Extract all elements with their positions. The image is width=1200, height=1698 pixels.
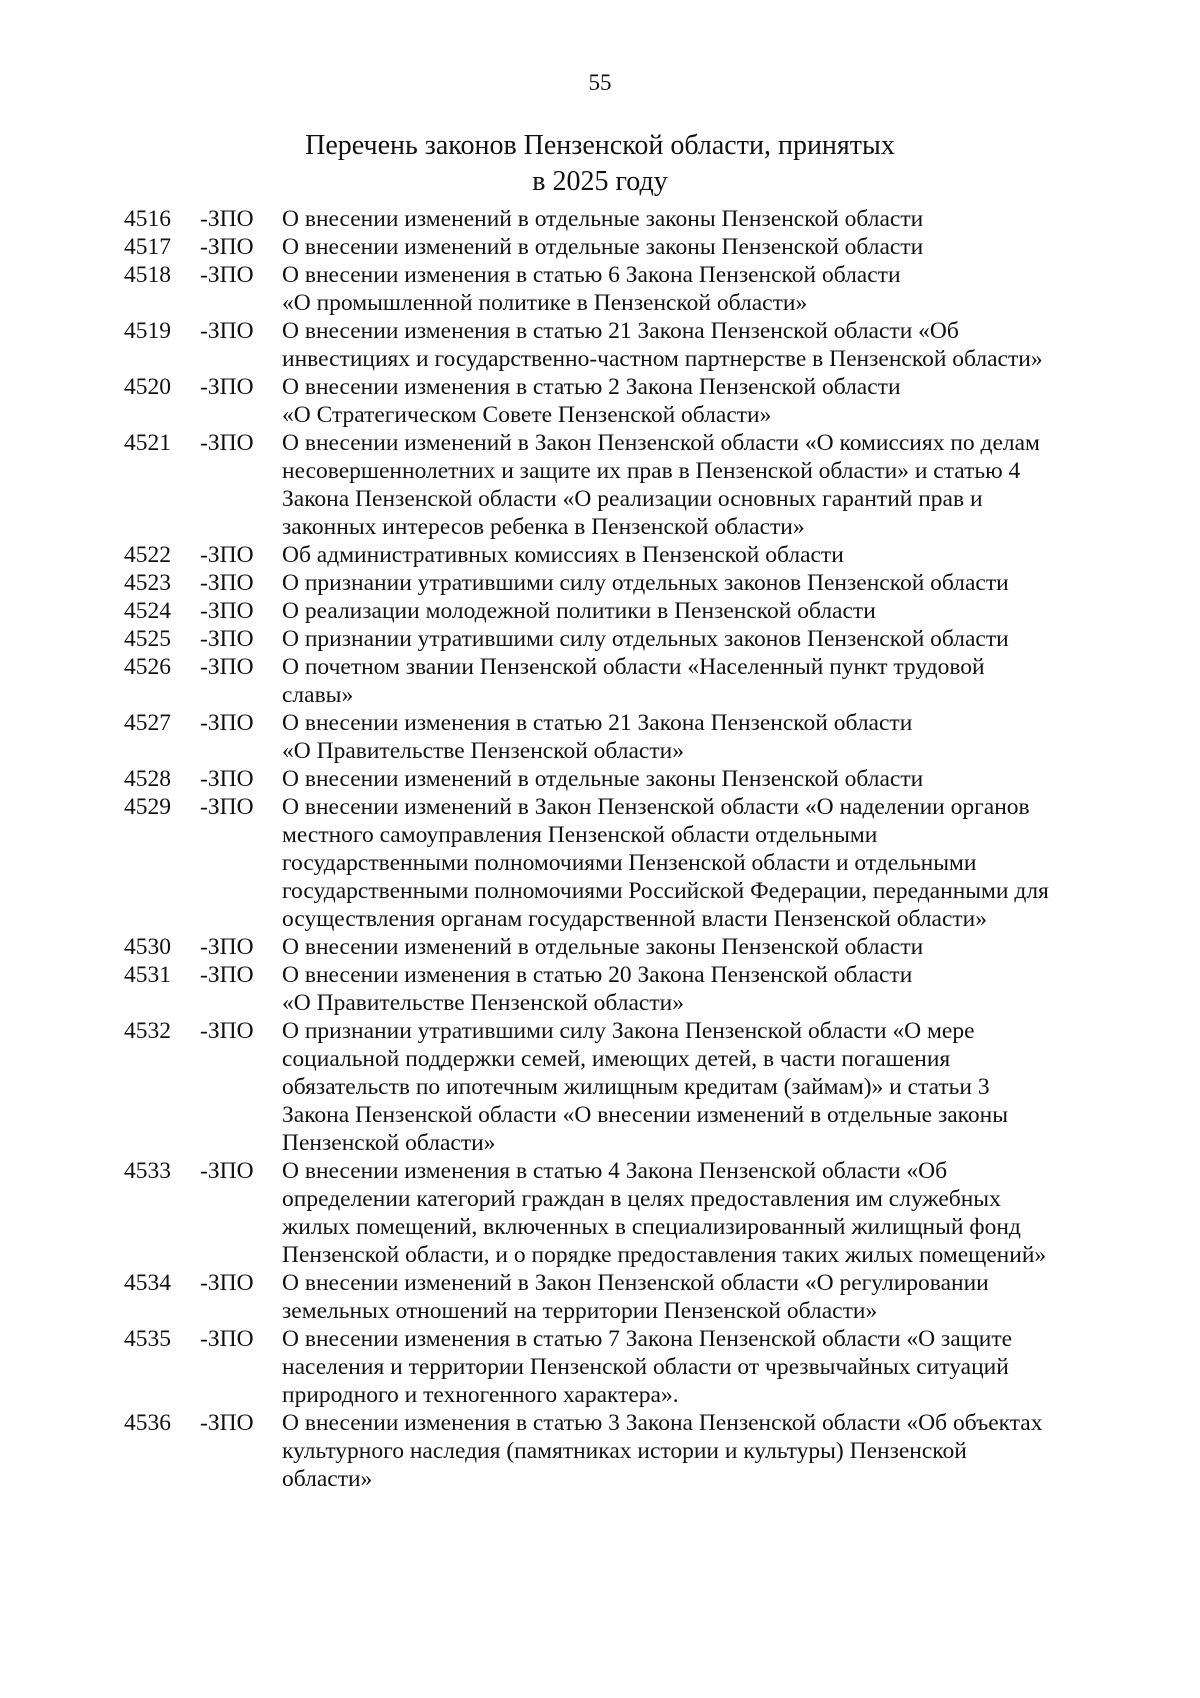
law-title [282,1017,1124,1157]
page-title-line: Перечень законов Пензенской области, принятых [305,130,895,161]
law-suffix: -ЗПО [200,1410,254,1436]
law-title-line: государственными полномочиями Российской Федерации, переданными для [282,878,1049,904]
law-row [124,597,1124,625]
law-suffix: -ЗПО [200,1158,254,1184]
law-row [124,541,1124,569]
law-number: 4520 [124,374,171,400]
law-row [124,317,1124,373]
law-row [124,1157,1124,1269]
law-number: 4529 [124,794,171,820]
law-title-line: О внесении изменения в статью 21 Закона Пензенской области «Об [282,318,959,344]
law-title-line: определении категорий граждан в целях предоставления им служебных [282,1186,1001,1212]
law-number: 4526 [124,654,171,680]
law-row [124,1409,1124,1493]
law-title-line: «О Правительстве Пензенской области» [282,990,684,1016]
law-row [124,569,1124,597]
law-row [124,653,1124,709]
law-title-line: «О Стратегическом Совете Пензенской области» [282,402,772,428]
law-title-line: О внесении изменения в статью 4 Закона Пензенской области «Об [282,1158,948,1184]
law-number: 4525 [124,626,171,652]
law-title-line: О внесении изменений в отдельные законы Пензенской области [282,934,924,960]
law-title [282,597,1124,625]
law-suffix: -ЗПО [200,542,254,568]
law-number: 4530 [124,934,171,960]
law-row [124,1325,1124,1409]
law-number: 4521 [124,430,171,456]
law-title [282,569,1124,597]
law-number: 4533 [124,1158,171,1184]
law-number: 4536 [124,1410,171,1436]
law-list [124,205,1124,1493]
law-title-line: законных интересов ребенка в Пензенской области» [282,514,805,540]
law-title-line: О внесении изменения в статью 3 Закона Пензенской области «Об объектах [282,1410,1043,1436]
law-number: 4534 [124,1270,171,1296]
law-title-line: славы» [282,682,354,708]
law-number: 4532 [124,1018,171,1044]
law-title-line: О внесении изменений в отдельные законы Пензенской области [282,206,924,232]
law-title-line: О внесении изменений в Закон Пензенской области «О регулировании [282,1270,989,1296]
law-title-line: О признании утратившими силу отдельных законов Пензенской области [282,570,1009,596]
law-number: 4527 [124,710,171,736]
law-title-line: Пензенской области» [282,1130,496,1156]
law-title-line: О внесении изменения в статью 21 Закона Пензенской области [282,710,913,736]
law-suffix: -ЗПО [200,598,254,624]
law-title [282,1157,1124,1269]
law-suffix: -ЗПО [200,626,254,652]
law-row [124,429,1124,541]
law-title-line: О внесении изменений в Закон Пензенской области «О наделении органов [282,794,1030,820]
law-title-line: Закона Пензенской области «О реализации основных гарантий прав и [282,486,983,512]
law-title-line: социальной поддержки семей, имеющих детей, в части погашения [282,1046,951,1072]
law-title [282,541,1124,569]
law-title [282,793,1124,933]
page-title [0,128,1200,200]
law-row [124,205,1124,233]
law-suffix: -ЗПО [200,766,254,792]
law-suffix: -ЗПО [200,262,254,288]
law-title-line: государственными полномочиями Пензенской области и отдельными [282,850,977,876]
law-title [282,429,1124,541]
law-suffix: -ЗПО [200,570,254,596]
law-suffix: -ЗПО [200,1018,254,1044]
law-title [282,709,1124,765]
law-title [282,765,1124,793]
law-suffix: -ЗПО [200,794,254,820]
law-title [282,653,1124,709]
law-row [124,373,1124,429]
law-title-line: местного самоуправления Пензенской области отдельными [282,822,878,848]
law-number: 4531 [124,962,171,988]
law-title-line: О внесении изменения в статью 6 Закона Пензенской области [282,262,901,288]
law-suffix: -ЗПО [200,374,254,400]
law-suffix: -ЗПО [200,710,254,736]
law-title-line: природного и техногенного характера». [282,1382,679,1408]
law-title-line: О внесении изменения в статью 2 Закона Пензенской области [282,374,901,400]
law-title-line: Пензенской области, и о порядке предоставления таких жилых помещений» [282,1242,1047,1268]
law-title-line: О внесении изменения в статью 7 Закона Пензенской области «О защите [282,1326,1013,1352]
law-number: 4516 [124,206,171,232]
law-title-line: О почетном звании Пензенской области «Населенный пункт трудовой [282,654,985,680]
law-suffix: -ЗПО [200,430,254,456]
law-title-line: жилых помещений, включенных в специализированный жилищный фонд [282,1214,1021,1240]
law-suffix: -ЗПО [200,1270,254,1296]
law-title-line: О внесении изменения в статью 20 Закона Пензенской области [282,962,913,988]
law-row [124,1017,1124,1157]
law-title-line: инвестициях и государственно-частном партнерстве в Пензенской области» [282,346,1043,372]
law-title [282,261,1124,317]
law-row [124,625,1124,653]
law-title [282,961,1124,1017]
law-number: 4528 [124,766,171,792]
law-title-line: О внесении изменений в отдельные законы Пензенской области [282,234,924,260]
law-title-line: Об административных комиссиях в Пензенской области [282,542,844,568]
law-title-line: населения и территории Пензенской области от чрезвычайных ситуаций [282,1354,1009,1380]
law-row [124,933,1124,961]
page-title-line: в 2025 году [532,166,668,197]
law-title-line: осуществления органам государственной власти Пензенской области» [282,906,987,932]
law-title-line: «О промышленной политике в Пензенской области» [282,290,808,316]
law-title-line: земельных отношений на территории Пензенской области» [282,1298,878,1324]
law-row [124,709,1124,765]
law-suffix: -ЗПО [200,206,254,232]
law-title-line: О внесении изменений в Закон Пензенской области «О комиссиях по делам [282,430,1040,456]
law-suffix: -ЗПО [200,934,254,960]
law-suffix: -ЗПО [200,1326,254,1352]
law-title [282,317,1124,373]
law-title-line: обязательств по ипотечным жилищным кредитам (займам)» и статьи 3 [282,1074,990,1100]
law-title [282,1325,1124,1409]
law-number: 4535 [124,1326,171,1352]
law-number: 4524 [124,598,171,624]
law-title-line: культурного наследия (памятниках истории и культуры) Пензенской [282,1438,967,1464]
law-suffix: -ЗПО [200,318,254,344]
law-row [124,765,1124,793]
law-row [124,1269,1124,1325]
law-title-line: О внесении изменений в отдельные законы Пензенской области [282,766,924,792]
law-number: 4522 [124,542,171,568]
law-number: 4517 [124,234,171,260]
law-number: 4518 [124,262,171,288]
law-row [124,961,1124,1017]
law-title [282,625,1124,653]
law-number: 4519 [124,318,171,344]
law-title [282,933,1124,961]
law-title-line: О признании утратившими силу отдельных законов Пензенской области [282,626,1009,652]
law-title-line: Закона Пензенской области «О внесении изменений в отдельные законы [282,1102,1009,1128]
law-number: 4523 [124,570,171,596]
law-suffix: -ЗПО [200,962,254,988]
law-row [124,261,1124,317]
page-number: 55 [588,70,612,95]
law-title-line: О реализации молодежной политики в Пензенской области [282,598,876,624]
law-title [282,233,1124,261]
law-suffix: -ЗПО [200,234,254,260]
law-row [124,793,1124,933]
law-suffix: -ЗПО [200,654,254,680]
law-title-line: несовершеннолетних и защите их прав в Пензенской области» и статью 4 [282,458,1021,484]
law-title-line: «О Правительстве Пензенской области» [282,738,684,764]
law-title [282,1409,1124,1493]
law-title-line: области» [282,1466,373,1492]
law-title [282,205,1124,233]
law-title [282,373,1124,429]
law-row [124,233,1124,261]
law-title-line: О признании утратившими силу Закона Пензенской области «О мере [282,1018,975,1044]
law-title [282,1269,1124,1325]
